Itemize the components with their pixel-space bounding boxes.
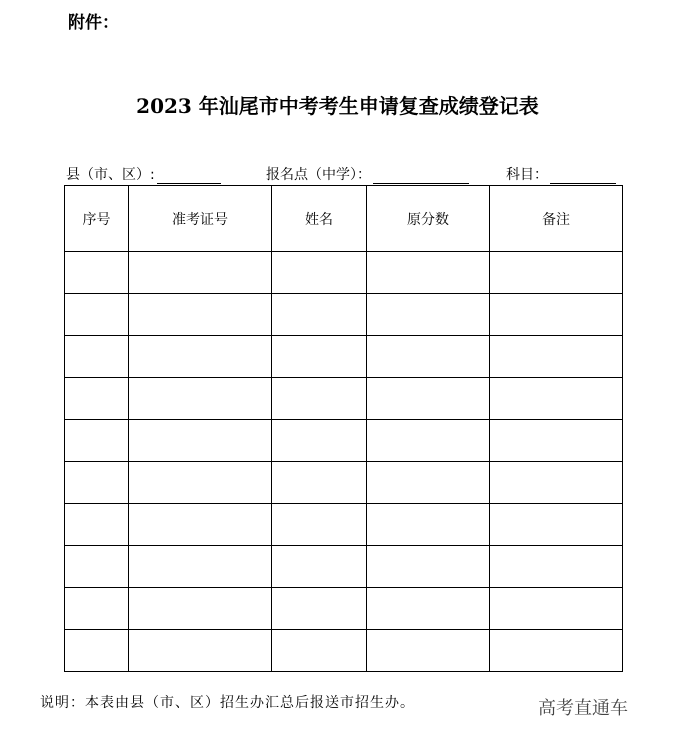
cell-seq[interactable] xyxy=(65,336,129,378)
table-row xyxy=(65,546,623,588)
cell-remarks[interactable] xyxy=(490,504,623,546)
school-field xyxy=(266,164,469,184)
cell-seq[interactable] xyxy=(65,630,129,672)
cell-seq[interactable] xyxy=(65,420,129,462)
cell-exam-number[interactable] xyxy=(129,504,272,546)
table-header-row xyxy=(65,186,623,252)
cell-name[interactable] xyxy=(272,252,367,294)
cell-name[interactable] xyxy=(272,588,367,630)
table-row xyxy=(65,378,623,420)
cell-remarks[interactable] xyxy=(490,630,623,672)
cell-seq[interactable] xyxy=(65,546,129,588)
cell-remarks[interactable] xyxy=(490,588,623,630)
county-blank[interactable] xyxy=(157,169,221,184)
cell-seq[interactable] xyxy=(65,588,129,630)
cell-seq[interactable] xyxy=(65,294,129,336)
table-row xyxy=(65,294,623,336)
cell-remarks[interactable] xyxy=(490,336,623,378)
header-name: 姓名 xyxy=(272,186,367,252)
header-exam-number: 准考证号 xyxy=(129,186,272,252)
header-remarks: 备注 xyxy=(490,186,623,252)
cell-remarks[interactable] xyxy=(490,294,623,336)
cell-name[interactable] xyxy=(272,546,367,588)
watermark: 高考直通车 xyxy=(538,698,628,719)
table-row xyxy=(65,588,623,630)
cell-remarks[interactable] xyxy=(490,546,623,588)
cell-original-score[interactable] xyxy=(367,252,490,294)
table-row xyxy=(65,336,623,378)
cell-exam-number[interactable] xyxy=(129,378,272,420)
school-blank[interactable] xyxy=(373,169,469,184)
county-field xyxy=(66,164,221,184)
cell-seq[interactable] xyxy=(65,378,129,420)
subject-label: 科目： xyxy=(506,167,548,183)
cell-original-score[interactable] xyxy=(367,294,490,336)
cell-name[interactable] xyxy=(272,504,367,546)
cell-remarks[interactable] xyxy=(490,378,623,420)
note-text: 说明：本表由县（市、区）招生办汇总后报送市招生办。 xyxy=(40,695,415,711)
cell-seq[interactable] xyxy=(65,252,129,294)
header-seq: 序号 xyxy=(65,186,129,252)
table-row xyxy=(65,504,623,546)
cell-original-score[interactable] xyxy=(367,630,490,672)
registration-table xyxy=(64,185,623,672)
cell-original-score[interactable] xyxy=(367,378,490,420)
cell-name[interactable] xyxy=(272,630,367,672)
cell-exam-number[interactable] xyxy=(129,420,272,462)
cell-original-score[interactable] xyxy=(367,420,490,462)
subject-field xyxy=(506,164,616,184)
table-row xyxy=(65,462,623,504)
cell-name[interactable] xyxy=(272,462,367,504)
cell-exam-number[interactable] xyxy=(129,630,272,672)
cell-original-score[interactable] xyxy=(367,504,490,546)
cell-exam-number[interactable] xyxy=(129,462,272,504)
cell-exam-number[interactable] xyxy=(129,294,272,336)
cell-remarks[interactable] xyxy=(490,462,623,504)
cell-original-score[interactable] xyxy=(367,588,490,630)
cell-name[interactable] xyxy=(272,420,367,462)
page-title: 2023 年汕尾市中考考生申请复查成绩登记表 xyxy=(136,94,539,118)
cell-exam-number[interactable] xyxy=(129,252,272,294)
cell-name[interactable] xyxy=(272,294,367,336)
header-original-score: 原分数 xyxy=(367,186,490,252)
cell-original-score[interactable] xyxy=(367,546,490,588)
cell-exam-number[interactable] xyxy=(129,588,272,630)
cell-name[interactable] xyxy=(272,336,367,378)
cell-remarks[interactable] xyxy=(490,420,623,462)
table-row xyxy=(65,420,623,462)
cell-exam-number[interactable] xyxy=(129,336,272,378)
subject-blank[interactable] xyxy=(550,169,616,184)
cell-seq[interactable] xyxy=(65,504,129,546)
cell-remarks[interactable] xyxy=(490,252,623,294)
cell-name[interactable] xyxy=(272,378,367,420)
cell-seq[interactable] xyxy=(65,462,129,504)
cell-original-score[interactable] xyxy=(367,336,490,378)
attachment-label: 附件： xyxy=(68,13,119,33)
cell-exam-number[interactable] xyxy=(129,546,272,588)
table-row xyxy=(65,252,623,294)
cell-original-score[interactable] xyxy=(367,462,490,504)
table-body xyxy=(65,252,623,672)
county-label: 县（市、区）: xyxy=(66,167,155,183)
school-label: 报名点（中学）： xyxy=(266,167,371,183)
table-row xyxy=(65,630,623,672)
